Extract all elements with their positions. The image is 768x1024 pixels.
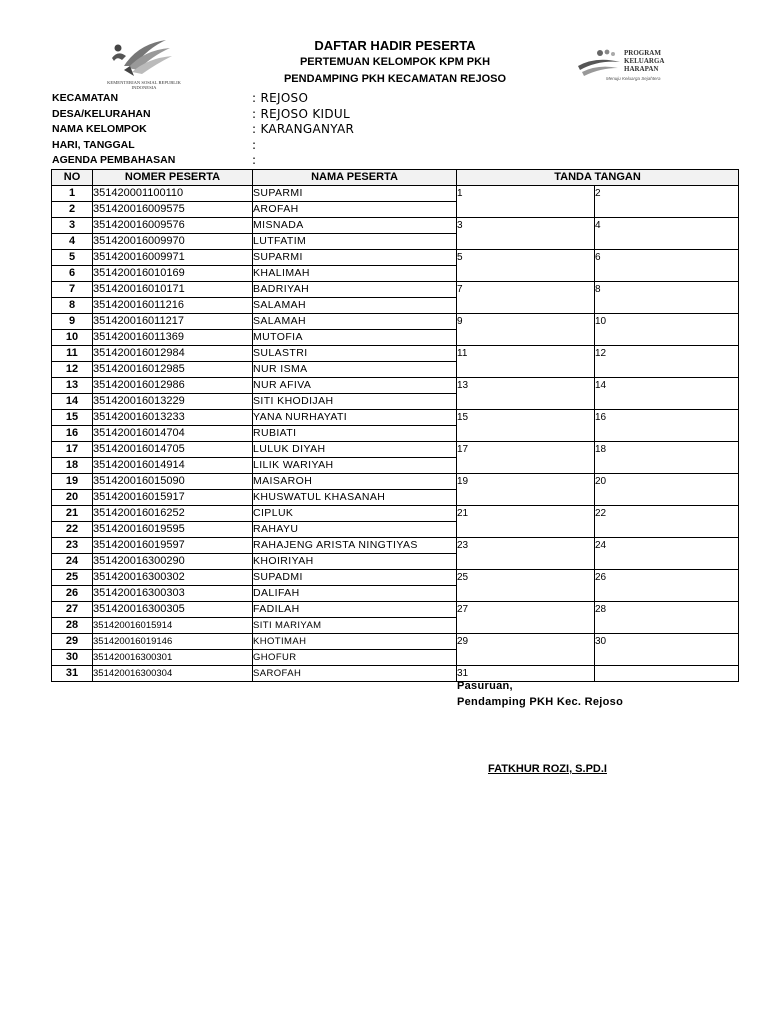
signature-cell-even: 30 [595, 634, 739, 666]
info-label: NAMA KELOMPOK [52, 123, 147, 136]
table-row [52, 666, 739, 682]
row-number: 16 [52, 426, 93, 442]
participant-name: GHOFUR [253, 650, 457, 666]
table-row [52, 442, 739, 458]
participant-number: 351420016300304 [93, 666, 253, 682]
table-row [52, 186, 739, 202]
row-number: 29 [52, 634, 93, 650]
participant-name: SALAMAH [253, 298, 457, 314]
pkh-logo-tagline: Menuju Keluarga Sejahtera [606, 76, 661, 81]
participant-name: KHOTIMAH [253, 634, 457, 650]
info-label: HARI, TANGGAL [52, 138, 135, 151]
signature-cell-even: 26 [595, 570, 739, 602]
participant-number: 351420016015914 [93, 618, 253, 634]
row-number: 7 [52, 282, 93, 298]
row-number: 2 [52, 202, 93, 218]
signature-cell-even: 16 [595, 410, 739, 442]
signature-cell-odd: 1 [457, 186, 595, 218]
participant-name: NUR ISMA [253, 362, 457, 378]
signature-cell-even: 22 [595, 506, 739, 538]
participant-name: SUPADMI [253, 570, 457, 586]
kemensos-logo-text: KEMENTERIAN SOSIAL REPUBLIK INDONESIA [107, 80, 181, 90]
signature-cell-odd: 21 [457, 506, 595, 538]
participant-number: 351420016019597 [93, 538, 253, 554]
participant-name: CIPLUK [253, 506, 457, 522]
header-nomer: NOMER PESERTA [93, 170, 253, 186]
pkh-logo-line3: HARAPAN [624, 65, 659, 73]
pkh-logo-line1: PROGRAM [624, 49, 661, 57]
row-number: 24 [52, 554, 93, 570]
row-number: 3 [52, 218, 93, 234]
signature-cell-odd: 23 [457, 538, 595, 570]
signature-cell-odd: 27 [457, 602, 595, 634]
table-row [52, 218, 739, 234]
pkh-logo [576, 44, 688, 86]
participant-name: MAISAROH [253, 474, 457, 490]
row-number: 17 [52, 442, 93, 458]
signature-cell-odd: 5 [457, 250, 595, 282]
participant-name: SUPARMI [253, 250, 457, 266]
table-row [52, 282, 739, 298]
row-number: 25 [52, 570, 93, 586]
participant-name: KHALIMAH [253, 266, 457, 282]
participant-name: KHUSWATUL KHASANAH [253, 490, 457, 506]
row-number: 23 [52, 538, 93, 554]
participant-number: 351420016012985 [93, 362, 253, 378]
header-nama: NAMA PESERTA [253, 170, 457, 186]
participant-number: 351420016012984 [93, 346, 253, 362]
info-value: : REJOSO KIDUL [252, 106, 350, 121]
row-number: 26 [52, 586, 93, 602]
participant-name: KHOIRIYAH [253, 554, 457, 570]
participant-number: 351420016010171 [93, 282, 253, 298]
row-number: 31 [52, 666, 93, 682]
info-value: : [252, 137, 257, 152]
signature-cell-even: 8 [595, 282, 739, 314]
row-number: 15 [52, 410, 93, 426]
row-number: 30 [52, 650, 93, 666]
participant-number: 351420016300303 [93, 586, 253, 602]
row-number: 22 [52, 522, 93, 538]
pkh-emblem-icon [576, 48, 622, 78]
participant-number: 351420016014704 [93, 426, 253, 442]
participant-number: 351420016011216 [93, 298, 253, 314]
table-row [52, 378, 739, 394]
row-number: 8 [52, 298, 93, 314]
header-no: NO [52, 170, 93, 186]
signature-cell-odd: 31 [457, 666, 595, 682]
row-number: 27 [52, 602, 93, 618]
signature-cell-odd: 7 [457, 282, 595, 314]
row-number: 18 [52, 458, 93, 474]
participant-number: 351420016014914 [93, 458, 253, 474]
kemensos-logo [107, 36, 181, 90]
signature-cell-empty [595, 666, 739, 682]
header-tanda-tangan: TANDA TANGAN [457, 170, 739, 186]
participant-number: 351420016015917 [93, 490, 253, 506]
participant-number: 351420001100110 [93, 186, 253, 202]
table-row [52, 506, 739, 522]
row-number: 4 [52, 234, 93, 250]
info-value: : [252, 153, 257, 168]
row-number: 14 [52, 394, 93, 410]
signature-cell-even: 14 [595, 378, 739, 410]
signature-cell-odd: 11 [457, 346, 595, 378]
participant-name: NUR AFIVA [253, 378, 457, 394]
signer-name: FATKHUR ROZI, S.PD.I [488, 763, 607, 775]
participant-number: 351420016300302 [93, 570, 253, 586]
info-value: : KARANGANYAR [252, 122, 355, 137]
participant-name: LULUK DIYAH [253, 442, 457, 458]
signature-cell-even: 28 [595, 602, 739, 634]
participant-number: 351420016009971 [93, 250, 253, 266]
participant-number: 351420016015090 [93, 474, 253, 490]
signature-cell-odd: 13 [457, 378, 595, 410]
row-number: 1 [52, 186, 93, 202]
participant-name: MUTOFIA [253, 330, 457, 346]
row-number: 21 [52, 506, 93, 522]
participant-number: 351420016009970 [93, 234, 253, 250]
participant-name: AROFAH [253, 202, 457, 218]
participant-number: 351420016012986 [93, 378, 253, 394]
signature-cell-odd: 25 [457, 570, 595, 602]
participant-name: FADILAH [253, 602, 457, 618]
participant-name: DALIFAH [253, 586, 457, 602]
participant-name: SULASTRI [253, 346, 457, 362]
participant-name: YANA NURHAYATI [253, 410, 457, 426]
signature-cell-odd: 19 [457, 474, 595, 506]
participant-number: 351420016010169 [93, 266, 253, 282]
table-row [52, 538, 739, 554]
row-number: 11 [52, 346, 93, 362]
signature-cell-even: 2 [595, 186, 739, 218]
info-label: DESA/KELURAHAN [52, 107, 151, 120]
row-number: 6 [52, 266, 93, 282]
participant-name: MISNADA [253, 218, 457, 234]
participant-name: BADRIYAH [253, 282, 457, 298]
participant-name: RAHAJENG ARISTA NINGTIYAS [253, 538, 457, 554]
participant-number: 351420016016252 [93, 506, 253, 522]
signature-cell-odd: 9 [457, 314, 595, 346]
table-row [52, 602, 739, 618]
info-label: AGENDA PEMBAHASAN [52, 154, 176, 167]
row-number: 13 [52, 378, 93, 394]
signature-cell-even: 18 [595, 442, 739, 474]
row-number: 28 [52, 618, 93, 634]
attendance-table [51, 169, 739, 682]
participant-number: 351420016300301 [93, 650, 253, 666]
signature-cell-odd: 17 [457, 442, 595, 474]
row-number: 12 [52, 362, 93, 378]
row-number: 10 [52, 330, 93, 346]
participant-name: RAHAYU [253, 522, 457, 538]
participant-number: 351420016019595 [93, 522, 253, 538]
signature-cell-odd: 29 [457, 634, 595, 666]
signature-cell-even: 24 [595, 538, 739, 570]
table-row [52, 634, 739, 650]
signature-cell-even: 4 [595, 218, 739, 250]
participant-number: 351420016009575 [93, 202, 253, 218]
document-title: DAFTAR HADIR PESERTA [314, 38, 476, 53]
document-subtitle-1: PERTEMUAN KELOMPOK KPM PKH [299, 56, 491, 68]
pkh-logo-line2: KELUARGA [624, 57, 665, 65]
participant-name: LILIK WARIYAH [253, 458, 457, 474]
table-row [52, 346, 739, 362]
participant-number: 351420016011217 [93, 314, 253, 330]
row-number: 5 [52, 250, 93, 266]
table-row [52, 570, 739, 586]
participant-number: 351420016011369 [93, 330, 253, 346]
table-row [52, 314, 739, 330]
table-header-row [52, 170, 739, 186]
info-label: KECAMATAN [52, 92, 119, 104]
participant-name: LUTFATIM [253, 234, 457, 250]
row-number: 20 [52, 490, 93, 506]
footer-place: Pasuruan, [457, 680, 513, 692]
signature-cell-even: 12 [595, 346, 739, 378]
row-number: 19 [52, 474, 93, 490]
table-row [52, 250, 739, 266]
signature-cell-odd: 3 [457, 218, 595, 250]
participant-name: SITI MARIYAM [253, 618, 457, 634]
participant-number: 351420016013233 [93, 410, 253, 426]
info-value: : REJOSO [252, 91, 309, 105]
participant-number: 351420016013229 [93, 394, 253, 410]
signature-cell-even: 6 [595, 250, 739, 282]
signature-cell-odd: 15 [457, 410, 595, 442]
signature-cell-even: 20 [595, 474, 739, 506]
signature-cell-even: 10 [595, 314, 739, 346]
participant-number: 351420016014705 [93, 442, 253, 458]
row-number: 9 [52, 314, 93, 330]
table-row [52, 410, 739, 426]
participant-name: SAROFAH [253, 666, 457, 682]
participant-name: SUPARMI [253, 186, 457, 202]
participant-name: SITI KHODIJAH [253, 394, 457, 410]
participant-name: SALAMAH [253, 314, 457, 330]
participant-number: 351420016009576 [93, 218, 253, 234]
participant-number: 351420016019146 [93, 634, 253, 650]
participant-name: RUBIATI [253, 426, 457, 442]
participant-number: 351420016300290 [93, 554, 253, 570]
table-row [52, 474, 739, 490]
document-subtitle-2: PENDAMPING PKH KECAMATAN REJOSO [283, 73, 507, 85]
participant-number: 351420016300305 [93, 602, 253, 618]
footer-role: Pendamping PKH Kec. Rejoso [457, 696, 624, 708]
